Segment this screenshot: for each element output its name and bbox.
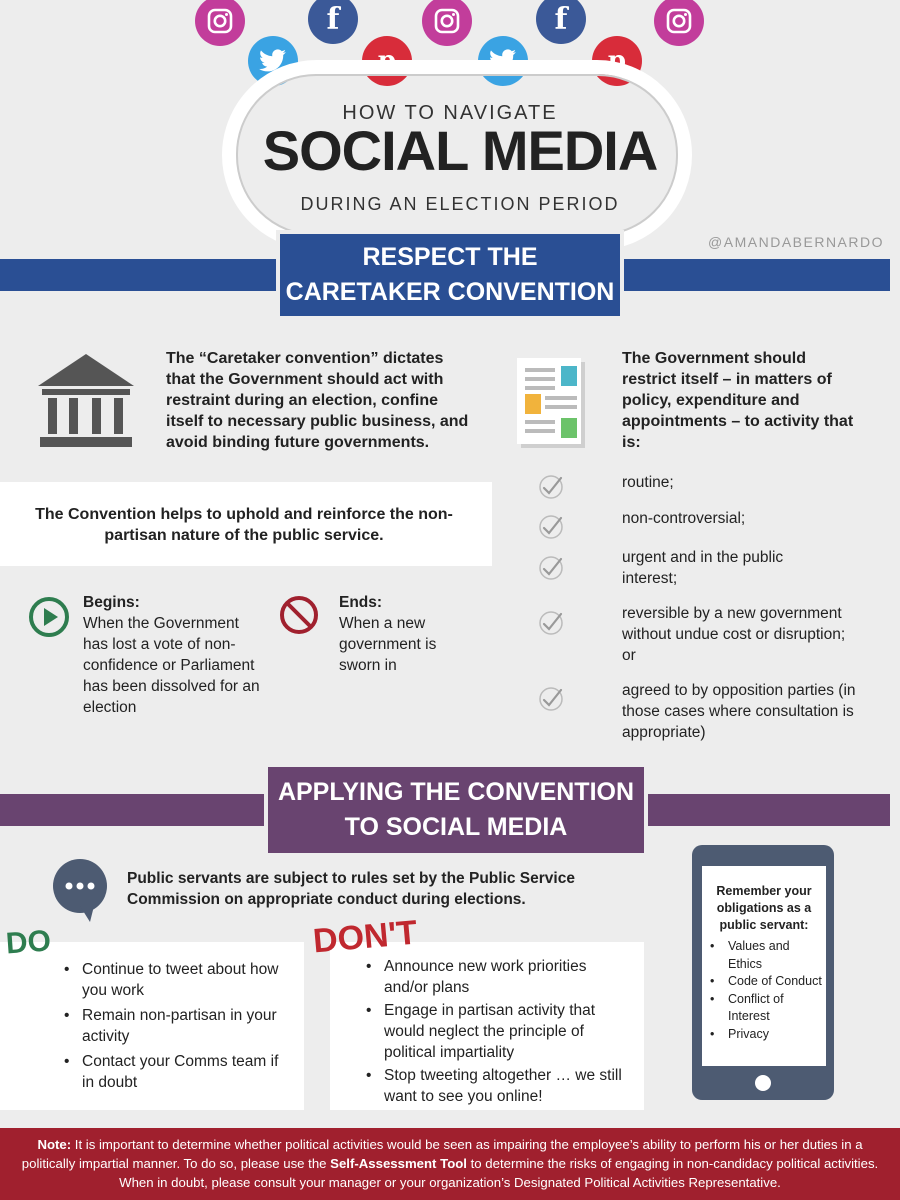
obligations-title: Remember your obligations as a public servant:: [716, 884, 812, 932]
do-label: DO: [4, 924, 53, 961]
do-item: • Contact your Comms team if in doubt: [62, 1051, 290, 1093]
facebook-icon: f: [536, 0, 586, 44]
dont-item: • Announce new work priorities and/or plans: [364, 956, 634, 998]
dont-label: DON'T: [311, 913, 419, 961]
title-how: HOW TO NAVIGATE: [342, 102, 558, 124]
ends-label: Ends:: [339, 594, 383, 611]
note-label: Note:: [37, 1137, 72, 1152]
speech-bubble-icon: [50, 856, 110, 929]
ends-text: When a new government is sworn in: [339, 615, 437, 674]
section-heading-caretaker: [276, 230, 624, 320]
note-text: It is important to determine whether political activities would be seen as impairing the employee’s ability to perform his or her duties in a politically impartial manner. To do so, please use the: [21, 1137, 863, 1171]
checklist-item: urgent and in the public interest;: [622, 549, 784, 587]
restrict-text: The Government should restrict itself – in matters of policy, expenditure and appointments – to activity that is:: [622, 350, 854, 451]
checklist-item: non-controversial;: [622, 510, 746, 527]
self-assessment-tool-link[interactable]: Self-Assessment Tool: [330, 1156, 467, 1171]
play-icon: [28, 596, 70, 643]
footer-note: [0, 1128, 900, 1200]
dont-item: • Stop tweeting altogether … we still want to see you online!: [364, 1065, 634, 1107]
caretaker-intro: The “Caretaker convention” dictates that the Government should act with restraint during an election, confine itself to necessary public business, and avoid binding future governments.: [166, 350, 469, 451]
check-icon: [536, 472, 566, 502]
instagram-icon: [422, 0, 472, 46]
begins-label: Begins:: [83, 594, 140, 611]
convention-statement: The Convention helps to uphold and reinforce the non-partisan nature of the public service.: [35, 506, 453, 544]
document-icon: [515, 356, 587, 455]
begins-text: When the Government has lost a vote of non-confidence or Parliament has been dissolved for an election: [83, 615, 260, 716]
heading-line: TO SOCIAL MEDIA: [344, 813, 568, 841]
do-item: • Remain non-partisan in your activity: [62, 1005, 290, 1047]
obligation-item: • Code of Conduct: [708, 973, 822, 991]
ends-block: [339, 592, 469, 676]
pinterest-icon: p: [362, 36, 412, 86]
public-servants-intro: Public servants are subject to rules set by the Public Service Commission on appropriate conduct during elections.: [127, 870, 575, 908]
note-text: to determine the risks of engaging in non-candidacy political activities. When in doubt, please consult your manager or your organization’s Designated Political Activities Representative.: [119, 1156, 879, 1190]
check-icon: [536, 512, 566, 542]
checklist-item: routine;: [622, 474, 674, 491]
obligation-item: • Privacy: [708, 1026, 822, 1044]
instagram-icon: [654, 0, 704, 46]
section-heading-applying: [264, 763, 648, 857]
obligation-item: • Values and Ethics: [708, 938, 822, 973]
title-subtitle: DURING AN ELECTION PERIOD: [300, 194, 620, 214]
prohibited-icon: [278, 594, 320, 641]
do-list: [62, 959, 290, 1093]
facebook-icon: f: [308, 0, 358, 44]
heading-line: CARETAKER CONVENTION: [285, 278, 615, 306]
pinterest-icon: p: [592, 36, 642, 86]
check-icon: [536, 553, 566, 583]
dont-list: [364, 956, 634, 1107]
check-icon: [536, 684, 566, 714]
heading-line: RESPECT THE: [362, 243, 538, 271]
obligations-list: [708, 938, 822, 1043]
heading-line: APPLYING THE CONVENTION: [277, 778, 635, 806]
dont-item: • Engage in partisan activity that would neglect the principle of political impartiality: [364, 1000, 634, 1063]
check-icon: [536, 608, 566, 638]
do-item: • Continue to tweet about how you work: [62, 959, 290, 1001]
page-title: SOCIAL MEDIA: [262, 119, 658, 182]
obligation-item: • Conflict of Interest: [708, 991, 822, 1026]
instagram-icon: [195, 0, 245, 46]
author-handle: @AMANDABERNARDO: [708, 234, 884, 250]
government-building-icon: [36, 352, 136, 455]
checklist-item: reversible by a new government without undue cost or disruption; or: [622, 605, 846, 664]
begins-block: [83, 592, 261, 718]
phone-home-button: [755, 1075, 771, 1091]
checklist-item: agreed to by opposition parties (in those cases where consultation is appropriate): [622, 682, 856, 741]
